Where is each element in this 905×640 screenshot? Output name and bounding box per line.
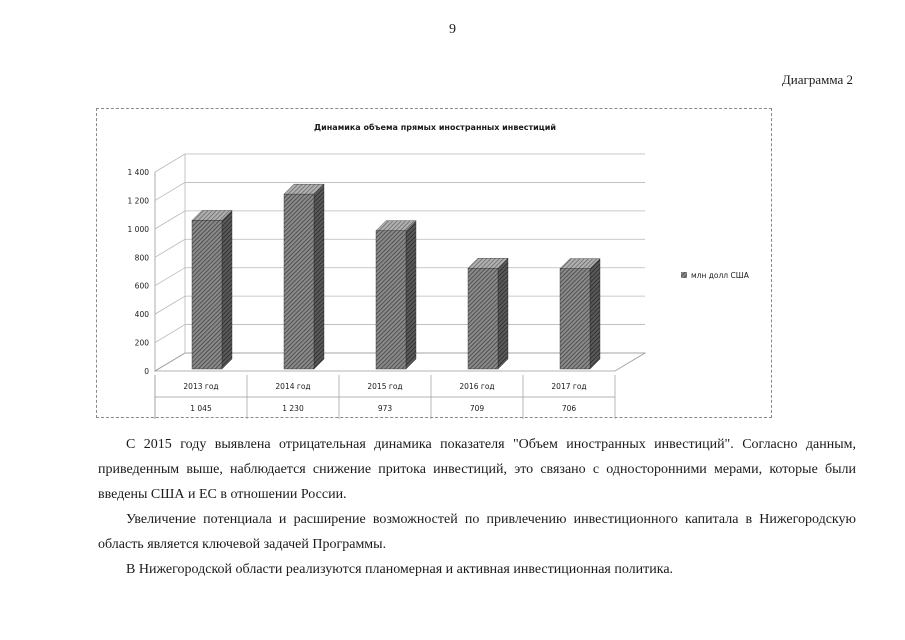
bar-side (314, 184, 324, 369)
page-number: 9 (449, 22, 456, 37)
body-text (98, 432, 856, 582)
diagram-caption: Диаграмма 2 (781, 72, 853, 87)
bar-side (498, 258, 508, 369)
x-category-label: 2015 год (367, 382, 403, 391)
bar-side (222, 210, 232, 369)
x-category-label: 2013 год (183, 382, 219, 391)
bar (560, 269, 590, 369)
paragraph: В Нижегородской области реализуются планомерная и активная инвестиционная политика. (126, 562, 674, 577)
data-value-label: 709 (469, 404, 485, 413)
x-category-label: 2017 год (551, 382, 587, 391)
x-category-label: 2016 год (459, 382, 495, 391)
chart-frame (96, 108, 772, 418)
chart-legend (681, 271, 750, 280)
y-tick-label: 400 (134, 310, 149, 320)
bar (468, 268, 498, 369)
bar-chart (97, 109, 773, 419)
data-value-label: 973 (377, 404, 393, 413)
gridline (155, 182, 645, 200)
data-value-label: 1 045 (190, 404, 212, 413)
y-tick-label: 200 (134, 338, 149, 348)
data-table (155, 375, 615, 419)
y-tick-label: 1 200 (127, 196, 149, 206)
bar (376, 231, 406, 369)
paragraph: Увеличение потенциала и расширение возможностей по привлечению инвестиционного капитала в Нижегородскую область является ключевой задачей Программы. (98, 512, 856, 552)
gridline (155, 154, 645, 172)
y-tick-label: 800 (134, 253, 149, 263)
y-axis (128, 168, 155, 376)
x-category-label: 2014 год (275, 382, 311, 391)
paragraph: С 2015 году выявлена отрицательная динамика показателя "Объем иностранных инвестиций". Согласно данным, приведенным выше, наблюдается снижение притока инвестиций, это связано с односторонними мерами, которые были введены США и ЕС в отношении России. (98, 437, 856, 502)
chart-title: Динамика объема прямых иностранных инвестиций (314, 123, 556, 132)
bar (284, 194, 314, 369)
bar-side (406, 221, 416, 369)
bar-side (590, 259, 600, 369)
legend-label: млн долл США (691, 271, 749, 280)
y-tick-label: 0 (144, 367, 149, 376)
data-value-label: 706 (561, 404, 577, 413)
bar (192, 220, 222, 369)
data-value-label: 1 230 (282, 404, 304, 413)
y-tick-label: 1 400 (127, 168, 149, 177)
legend-swatch (681, 272, 687, 278)
y-tick-label: 1 000 (127, 224, 149, 234)
chart-bars (192, 184, 600, 369)
y-tick-label: 600 (134, 281, 149, 291)
